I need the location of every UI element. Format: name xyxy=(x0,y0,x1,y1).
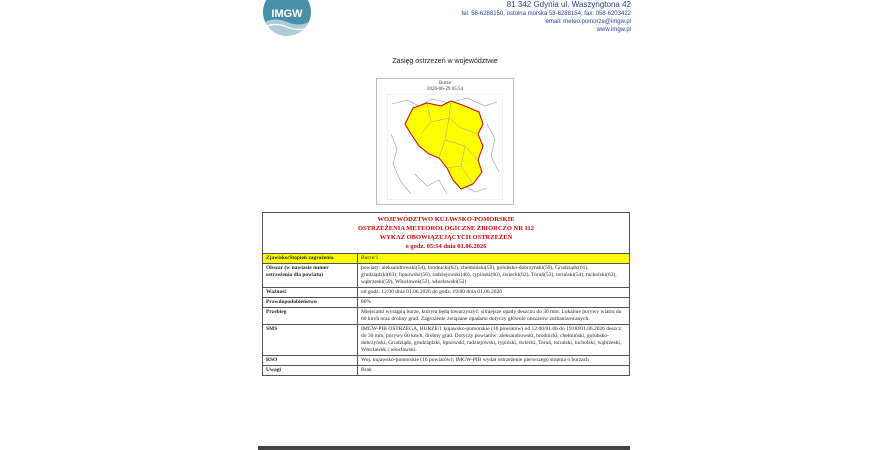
table-row-phenomenon: Zjawisko/Stopień zagrożenia Burze/1 xyxy=(263,254,630,264)
email: email: meteo.pomorze@imgw.pl xyxy=(545,19,631,25)
contact-header xyxy=(462,0,631,34)
website: www.imgw.pl xyxy=(596,27,631,33)
table-row-sms: SMS IMGW-PIB OSTRZEGA, BURZE/1 kujawsko-pomorskie (16 powiatów) od 12:00/01.06 do 19:00/01.06.2026 deszcz do 30 mm, porywy 60 km/h, drobny grad. Dotyczy powiatów: aleksandrowski, brodnicki, chełmiński, golubsko-dobrzyński, Grudziądz, grudziądzki, lipnowski, radziejowski, rypiński, świecki, Toruń, toruński, tucholski, wąbrzeski, Włocławek i włocławski. xyxy=(263,325,630,356)
table-row-rso: RSO Woj. kujawsko-pomorskie (16 powiatów); IMGW-PIB wydał ostrzeżenie pierwszego stopnia o burzach xyxy=(263,356,630,366)
address: 81 342 Gdynia ul. Waszyngtona 42 xyxy=(506,0,631,9)
table-row-course: Przebieg Miejscami wystąpią burze, którym będą towarzyszyć: silniejsze opady deszczu do 30 mm. Lokalnie porywy wiatru do 60 km/h oraz drobny grad. Zagrożenie związane opadami dotyczy głównie obszarów zurbanizowanych. xyxy=(263,308,630,325)
table-row-area: Obszar (w nawiasie numer ostrzeżenia dla powiatu) powiaty: aleksandrowski(54), brodnicki(62), chełmiński(59), golubsko-dobrzyński(59), Grudziądz(61), grudziądzki(63), lipnowski(56), radziejowski(46), rypiński(60), świecki(62), Toruń(53), toruński(54), tucholski(63), wąbrzeski(59), Włocławek(52), włocławski(52) xyxy=(263,264,630,288)
svg-text:IMGW: IMGW xyxy=(271,8,303,20)
table-row-validity: Ważność od godz. 12:00 dnia 01.06.2026 do godz. 19:00 dnia 01.06.2026 xyxy=(263,288,630,298)
map-date: 2026-06-29 05:54 xyxy=(427,87,463,92)
table-row-remarks: Uwagi Brak xyxy=(263,366,630,376)
warning-map xyxy=(376,78,514,205)
page-bottom-edge xyxy=(258,446,630,450)
map-svg xyxy=(387,94,503,200)
imgw-logo xyxy=(262,0,312,36)
warning-table xyxy=(262,212,630,376)
table-row-probability: Prawdopodobieństwo 80% xyxy=(263,298,630,308)
phone: tel. 58-6288150, ostoina morska 58-6288154, fax: 058-6203422 xyxy=(461,11,631,17)
map-caption: Zasięg ostrzeżeń w województwie xyxy=(392,58,498,65)
map-title: Burze xyxy=(439,81,451,86)
table-title: WOJEWÓDZTWO KUJAWSKO-POMORSKIE OSTRZEŻENIA METEOROLOGICZNE ZBIORCZO NR 112 WYKAZ OBOWIĄZUJĄCYCH OSTRZEŻEŃ o godz. 05:54 dnia 01.06.2026 xyxy=(263,213,630,254)
